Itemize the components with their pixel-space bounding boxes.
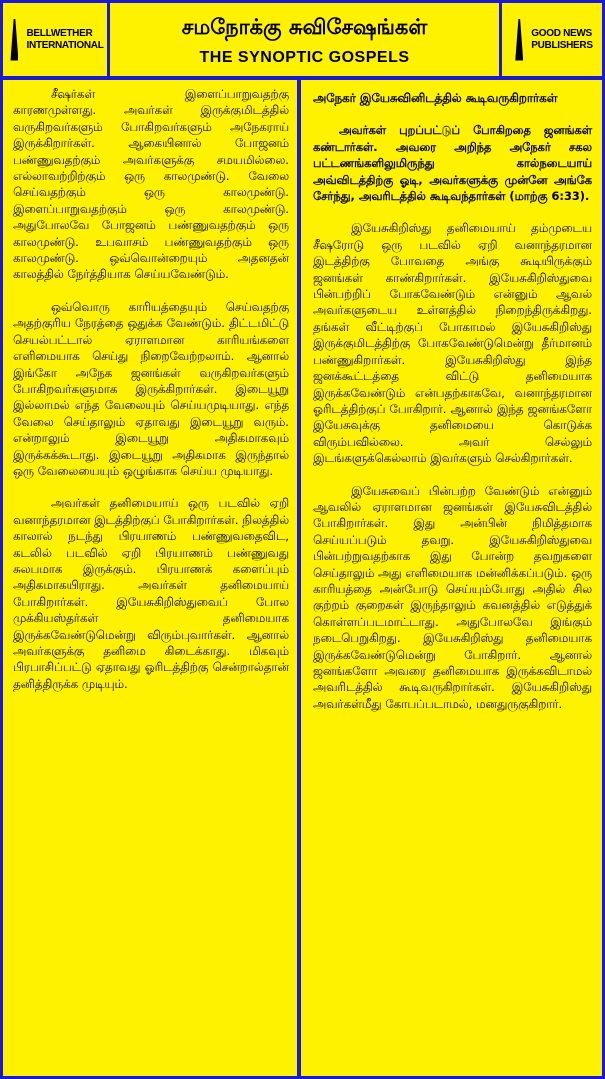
header-banner [3, 3, 602, 76]
page-title-english: THE SYNOPTIC GOSPELS [199, 49, 410, 66]
scripture-verse: அவர்கள் புறப்பட்டுப் போகிறதை ஜனங்கள் கண்டார்கள். அவரை அறிந்த அநேகர் சகல பட்டணங்களிலுமிருந்து கால்நடையாய் அவ்விடத்திற்கு ஓடி, அவர்களுக்கு முன்னே அங்கே சேர்ந்து, அவரிடத்தில் கூடிவந்தார்கள் (மாற்கு 6:33). [313, 123, 592, 204]
left-paragraph-1: சீஷர்கள் இளைப்பாறுவதற்கு காரணமுள்ளது. அவர்கள் இருக்குமிடத்தில் வருகிறவர்களும் போகிறவர்களும் அநேகராய் இருக்கிறார்கள். ஆகையினால் போஜனம் பண்ணுவதற்கும் அவர்களுக்கு சமயமில்லை. எல்லாவற்றிற்கும் ஒரு காலமுண்டு. வேலை செய்வதற்கும் ஒரு காலமுண்டு. இளைப்பாறுவதற்கும் ஒரு காலமுண்டு. அதுபோலவே போஜனம் பண்ணுவதற்கும் ஒரு காலமுண்டு. உபவாசம் பண்ணுவதற்கும் ஒரு காலமுண்டு. ஒவ்வொன்றையும் அதனதன் காலத்தில் நேர்த்தியாக செய்யவேண்டும். [13, 87, 289, 282]
left-column [3, 80, 297, 1076]
logo-right-line2: PUBLISHERS [531, 39, 593, 51]
bellwether-logo [3, 3, 110, 76]
right-column [301, 80, 602, 1076]
title-block [110, 3, 499, 76]
left-paragraph-2: ஒவ்வொரு காரியத்தையும் செய்வதற்கு அதற்குரிய நேரத்தை ஒதுக்க வேண்டும். திட்டமிட்டு செயல்பட்டால் ஏராளமான காரியங்களை எளிமையாக செய்து நிறைவேற்றலாம். ஆனால் இங்கோ அநேக ஜனங்கள் வருகிறவர்களும் போகிறவர்களுமாக இருக்கிறார்கள். இடையூறு இல்லாமல் எந்த வேலையும் செய்யமுடியாது. எந்த வேலை செய்தாலும் ஏதாவது இடையூறு வரும். என்றாலும் இடையூறு அதிகமாகவும் இருக்கக்கூடாது. இடையூறு அதிகமாக இருந்தால் ஒரு வேலையையும் ஒழுங்காக செய்ய முடியாது. [13, 299, 289, 478]
logo-left-line2: INTERNATIONAL [26, 39, 104, 51]
tower-icon [6, 19, 22, 61]
logo-left-line1: BELLWETHER [26, 27, 93, 39]
page-title-tamil: சமநோக்கு சுவிசேஷங்கள் [181, 15, 428, 39]
right-paragraph-2: இயேசுவைப் பின்பற்ற வேண்டும் என்னும் ஆவலில் ஏராளமான ஜனங்கள் இயேசுவிடத்தில் போகிறார்கள். இது அன்பின் நிமித்தமாக செய்யப்படும் தவறு. இயேசுகிறிஸ்துவை பின்பற்றுவதற்காக இது போன்ற தவறுகளை செய்தாலும் அது எளிமையாக மன்னிக்கப்படும். ஒரு காரியத்தை அன்போடு செய்யும்போது அதில் சில குற்றம் குறைகள் இருந்தாலும் கவனத்தில் எடுத்துக் கொள்ளப்படமாட்டாது. அதுபோலவே இங்கும் நடைபெறுகிறது. இயேசுகிறிஸ்து தனிமையாக இருக்கவேண்டுமென்று போகிறார். ஆனால் ஜனங்களோ அவரை தனிமையாக இருக்கவிடாமல் அவரிடத்தில் கூடிவருகிறார்கள். இயேசுகிறிஸ்து அவர்கள்மீது கோபப்படாமல், மனதுருகுகிறார். [313, 483, 592, 711]
logo-right-line1: GOOD NEWS [531, 27, 592, 39]
left-paragraph-3: அவர்கள் தனிமையாய் ஒரு படவில் ஏறி வனாந்தரமான இடத்திற்குப் போகிறார்கள். நிலத்தில் காலால் நடந்து பிரயாணம் பண்ணுவதைவிட, கடலில் படவில் ஏறி பிரயாணம் பண்ணுவது சுலபமாக இருக்கும். பிரயாணக் களைப்பும் அதிகமாகயிராது. அவர்கள் தனிமையாய் போகிறார்கள். இயேசுகிறிஸ்துவைப் போல முக்கியஸ்தர்கள் தனிமையாக இருக்கவேண்டுமென்று விரும்புவார்கள். ஆனால் அவர்களுக்கு தனிமை கிடைக்காது. மிகவும் பிரபாசிப்பட்டு ஏதாவது ஓரிடத்திற்கு சென்றால்தான் தனித்திருக்க முடியும். [13, 496, 290, 691]
tower-icon [511, 19, 527, 61]
right-paragraph-1: இயேசுகிறிஸ்து தனிமையாய் தம்முடைய சீஷரோடு ஒரு படவில் ஏறி வனாந்தரமான இடத்திற்கு போவதை அங்கு கூடியிருக்கும் ஜனங்கள் காண்கிறார்கள். இயேசுகிறிஸ்துவை பின்பற்றிப் போகவேண்டும் என்னும் ஆவல் அவர்களுடைய உள்ளத்தில் நிறைந்திருக்கிறது. தங்கள் வீட்டிற்குப் போகாமல் இயேசுகிறிஸ்து இருக்குமிடத்திற்கு போகவேண்டுமென்று தீர்மானம் பண்ணுகிறார்கள். இயேசுகிறிஸ்து இந்த ஜனக்கூட்டத்தை விட்டு தனிமையாக இருக்கவேண்டும் என்பதற்காகவே, வனாந்தரமான ஓரிடத்திற்குப் போகிறார். ஆனால் இந்த ஜனங்களோ இயேசுவுக்கு தனிமையை கொடுக்க விரும்பவில்லை. அவர் செல்லும் இடங்களுக்கெல்லாம் இவர்களும் செல்கிறார்கள். [313, 221, 592, 466]
good-news-logo [499, 3, 602, 76]
section-heading: அநேகர் இயேசுவினிடத்தில் கூடிவருகிறார்கள் [313, 91, 558, 105]
